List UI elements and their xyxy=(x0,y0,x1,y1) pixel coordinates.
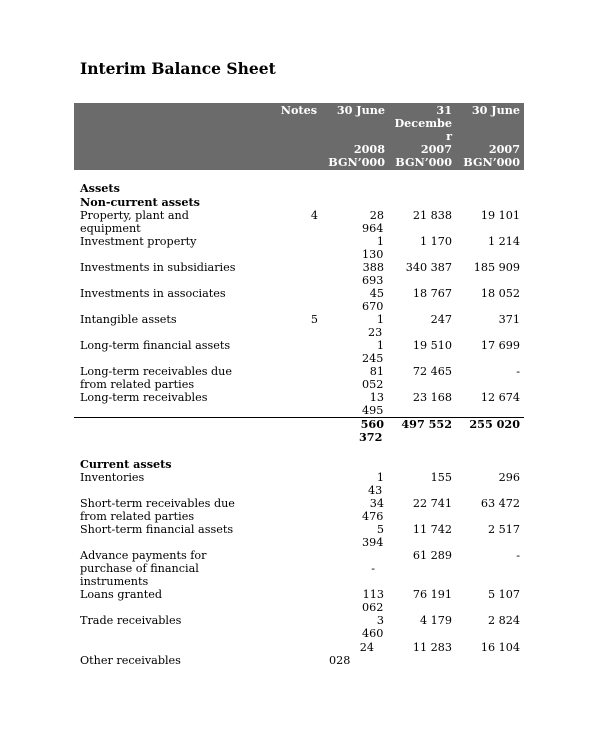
header-col2-date-line1: 31 xyxy=(436,103,452,117)
row-value-2008: 388 xyxy=(362,261,384,274)
row-value-dec-2007: 21 838 xyxy=(412,209,452,222)
row-value-dec-2007: 155 xyxy=(430,471,452,484)
row-value-jun-2007: 2 517 xyxy=(487,523,520,536)
row-value-jun-2007: 5 107 xyxy=(487,588,520,601)
row-value-2008: - xyxy=(371,562,375,575)
header-col3-date: 30 June xyxy=(471,103,520,117)
row-label: Loans granted xyxy=(80,588,162,601)
row-label: Short-term financial assets xyxy=(80,523,234,536)
row-value-dec-2007: 18 767 xyxy=(412,287,452,300)
row-value-2008-cont: 394 xyxy=(362,536,384,549)
row-label: Investments in subsidiaries xyxy=(80,261,236,274)
row-value-2008-cont: 693 xyxy=(362,274,384,287)
row-value-2008: 1 xyxy=(376,471,384,484)
row-value-jun-2007: 296 xyxy=(498,471,520,484)
row-label: from related parties xyxy=(80,378,195,391)
row-value-dec-2007: 1 170 xyxy=(419,235,452,248)
row-value-2008: 5 xyxy=(376,523,384,536)
row-value-jun-2007: 2 824 xyxy=(487,614,520,627)
row-value-2008: 113 xyxy=(362,588,384,601)
row-label: purchase of financial xyxy=(80,562,199,575)
row-value-2008: 13 xyxy=(369,391,384,404)
row-value-jun-2007: - xyxy=(516,365,520,378)
row-value-2008: 1 xyxy=(376,339,384,352)
row-label: instruments xyxy=(80,575,149,588)
row-label: Long-term receivables due xyxy=(80,365,233,378)
total-value-jun-2007: 255 020 xyxy=(469,417,520,431)
header-col1-year: 2008 xyxy=(353,142,385,156)
row-value-2008-cont: 460 xyxy=(362,627,384,640)
row-label: Advance payments for xyxy=(80,549,207,562)
row-value-jun-2007: 63 472 xyxy=(480,497,520,510)
row-value-jun-2007: 12 674 xyxy=(480,391,520,404)
row-value-dec-2007: 61 289 xyxy=(412,549,452,562)
row-value-dec-2007: 19 510 xyxy=(412,339,452,352)
header-col2-unit: BGN’000 xyxy=(395,155,452,169)
row-label: Long-term financial assets xyxy=(80,339,231,352)
row-value-2008: 81 xyxy=(369,365,384,378)
row-label: Property, plant and xyxy=(80,209,189,222)
row-label: Investment property xyxy=(80,235,197,248)
section-non-current-assets: Non-current assets xyxy=(80,195,200,209)
total-value-dec-2007: 497 552 xyxy=(401,417,452,431)
header-col1-unit: BGN’000 xyxy=(328,155,385,169)
totals-rule xyxy=(74,417,524,418)
row-value-2008: 1 xyxy=(376,235,384,248)
row-value-dec-2007: 247 xyxy=(430,313,452,326)
total-value-2008-cont: 372 xyxy=(359,430,383,444)
row-value-2008-cont: 476 xyxy=(362,510,384,523)
header-col3-year: 2007 xyxy=(488,142,520,156)
row-value-jun-2007: 185 909 xyxy=(473,261,520,274)
row-label: Short-term receivables due xyxy=(80,497,235,510)
total-value-2008: 560 xyxy=(360,417,384,431)
header-col2-date-line3: r xyxy=(446,129,452,143)
header-col2-date-line2: Decembe xyxy=(394,116,452,130)
row-value-jun-2007: - xyxy=(516,549,520,562)
row-value-2008-cont: 43 xyxy=(368,484,383,497)
row-value-dec-2007: 23 168 xyxy=(412,391,452,404)
header-col3-unit: BGN’000 xyxy=(463,155,520,169)
row-value-jun-2007: 16 104 xyxy=(480,641,520,654)
header-notes: Notes xyxy=(280,103,317,117)
row-label: from related parties xyxy=(80,510,195,523)
row-label: Investments in associates xyxy=(80,287,226,300)
row-value-dec-2007: 4 179 xyxy=(419,614,452,627)
row-value-2008: 1 xyxy=(376,313,384,326)
row-value-dec-2007: 11 742 xyxy=(412,523,452,536)
row-value-2008-cont: 028 xyxy=(329,654,351,667)
row-value-dec-2007: 76 191 xyxy=(412,588,452,601)
row-value-jun-2007: 17 699 xyxy=(480,339,520,352)
row-value-2008-cont: 062 xyxy=(362,601,384,614)
row-value-2008-cont: 245 xyxy=(362,352,384,365)
row-value-2008: 45 xyxy=(369,287,384,300)
row-value-dec-2007: 22 741 xyxy=(412,497,452,510)
row-value-2008: 24 xyxy=(359,641,374,654)
row-value-2008: 28 xyxy=(369,209,384,222)
header-col1-date: 30 June xyxy=(336,103,385,117)
row-value-2008-cont: 052 xyxy=(362,378,384,391)
row-value-2008: 34 xyxy=(369,497,384,510)
section-assets: Assets xyxy=(80,181,120,195)
row-note: 5 xyxy=(310,313,318,326)
row-label: Trade receivables xyxy=(80,614,182,627)
row-label: Long-term receivables xyxy=(80,391,208,404)
row-value-jun-2007: 19 101 xyxy=(480,209,520,222)
row-value-2008: 3 xyxy=(376,614,384,627)
page-title: Interim Balance Sheet xyxy=(80,59,276,78)
row-label: Intangible assets xyxy=(80,313,177,326)
row-label: Other receivables xyxy=(80,654,181,667)
row-label: Inventories xyxy=(80,471,145,484)
row-value-2008-cont: 670 xyxy=(362,300,384,313)
row-value-jun-2007: 18 052 xyxy=(480,287,520,300)
row-value-dec-2007: 340 387 xyxy=(405,261,452,274)
row-value-dec-2007: 11 283 xyxy=(412,641,452,654)
row-value-2008-cont: 130 xyxy=(362,248,384,261)
row-value-2008-cont: 495 xyxy=(362,404,384,417)
row-value-2008-cont: 23 xyxy=(368,326,383,339)
header-col2-year: 2007 xyxy=(420,142,452,156)
row-note: 4 xyxy=(310,209,318,222)
row-value-jun-2007: 371 xyxy=(498,313,520,326)
section-current-assets: Current assets xyxy=(80,457,172,471)
row-label: equipment xyxy=(80,222,141,235)
row-value-jun-2007: 1 214 xyxy=(487,235,520,248)
row-value-2008-cont: 964 xyxy=(362,222,384,235)
row-value-dec-2007: 72 465 xyxy=(412,365,452,378)
